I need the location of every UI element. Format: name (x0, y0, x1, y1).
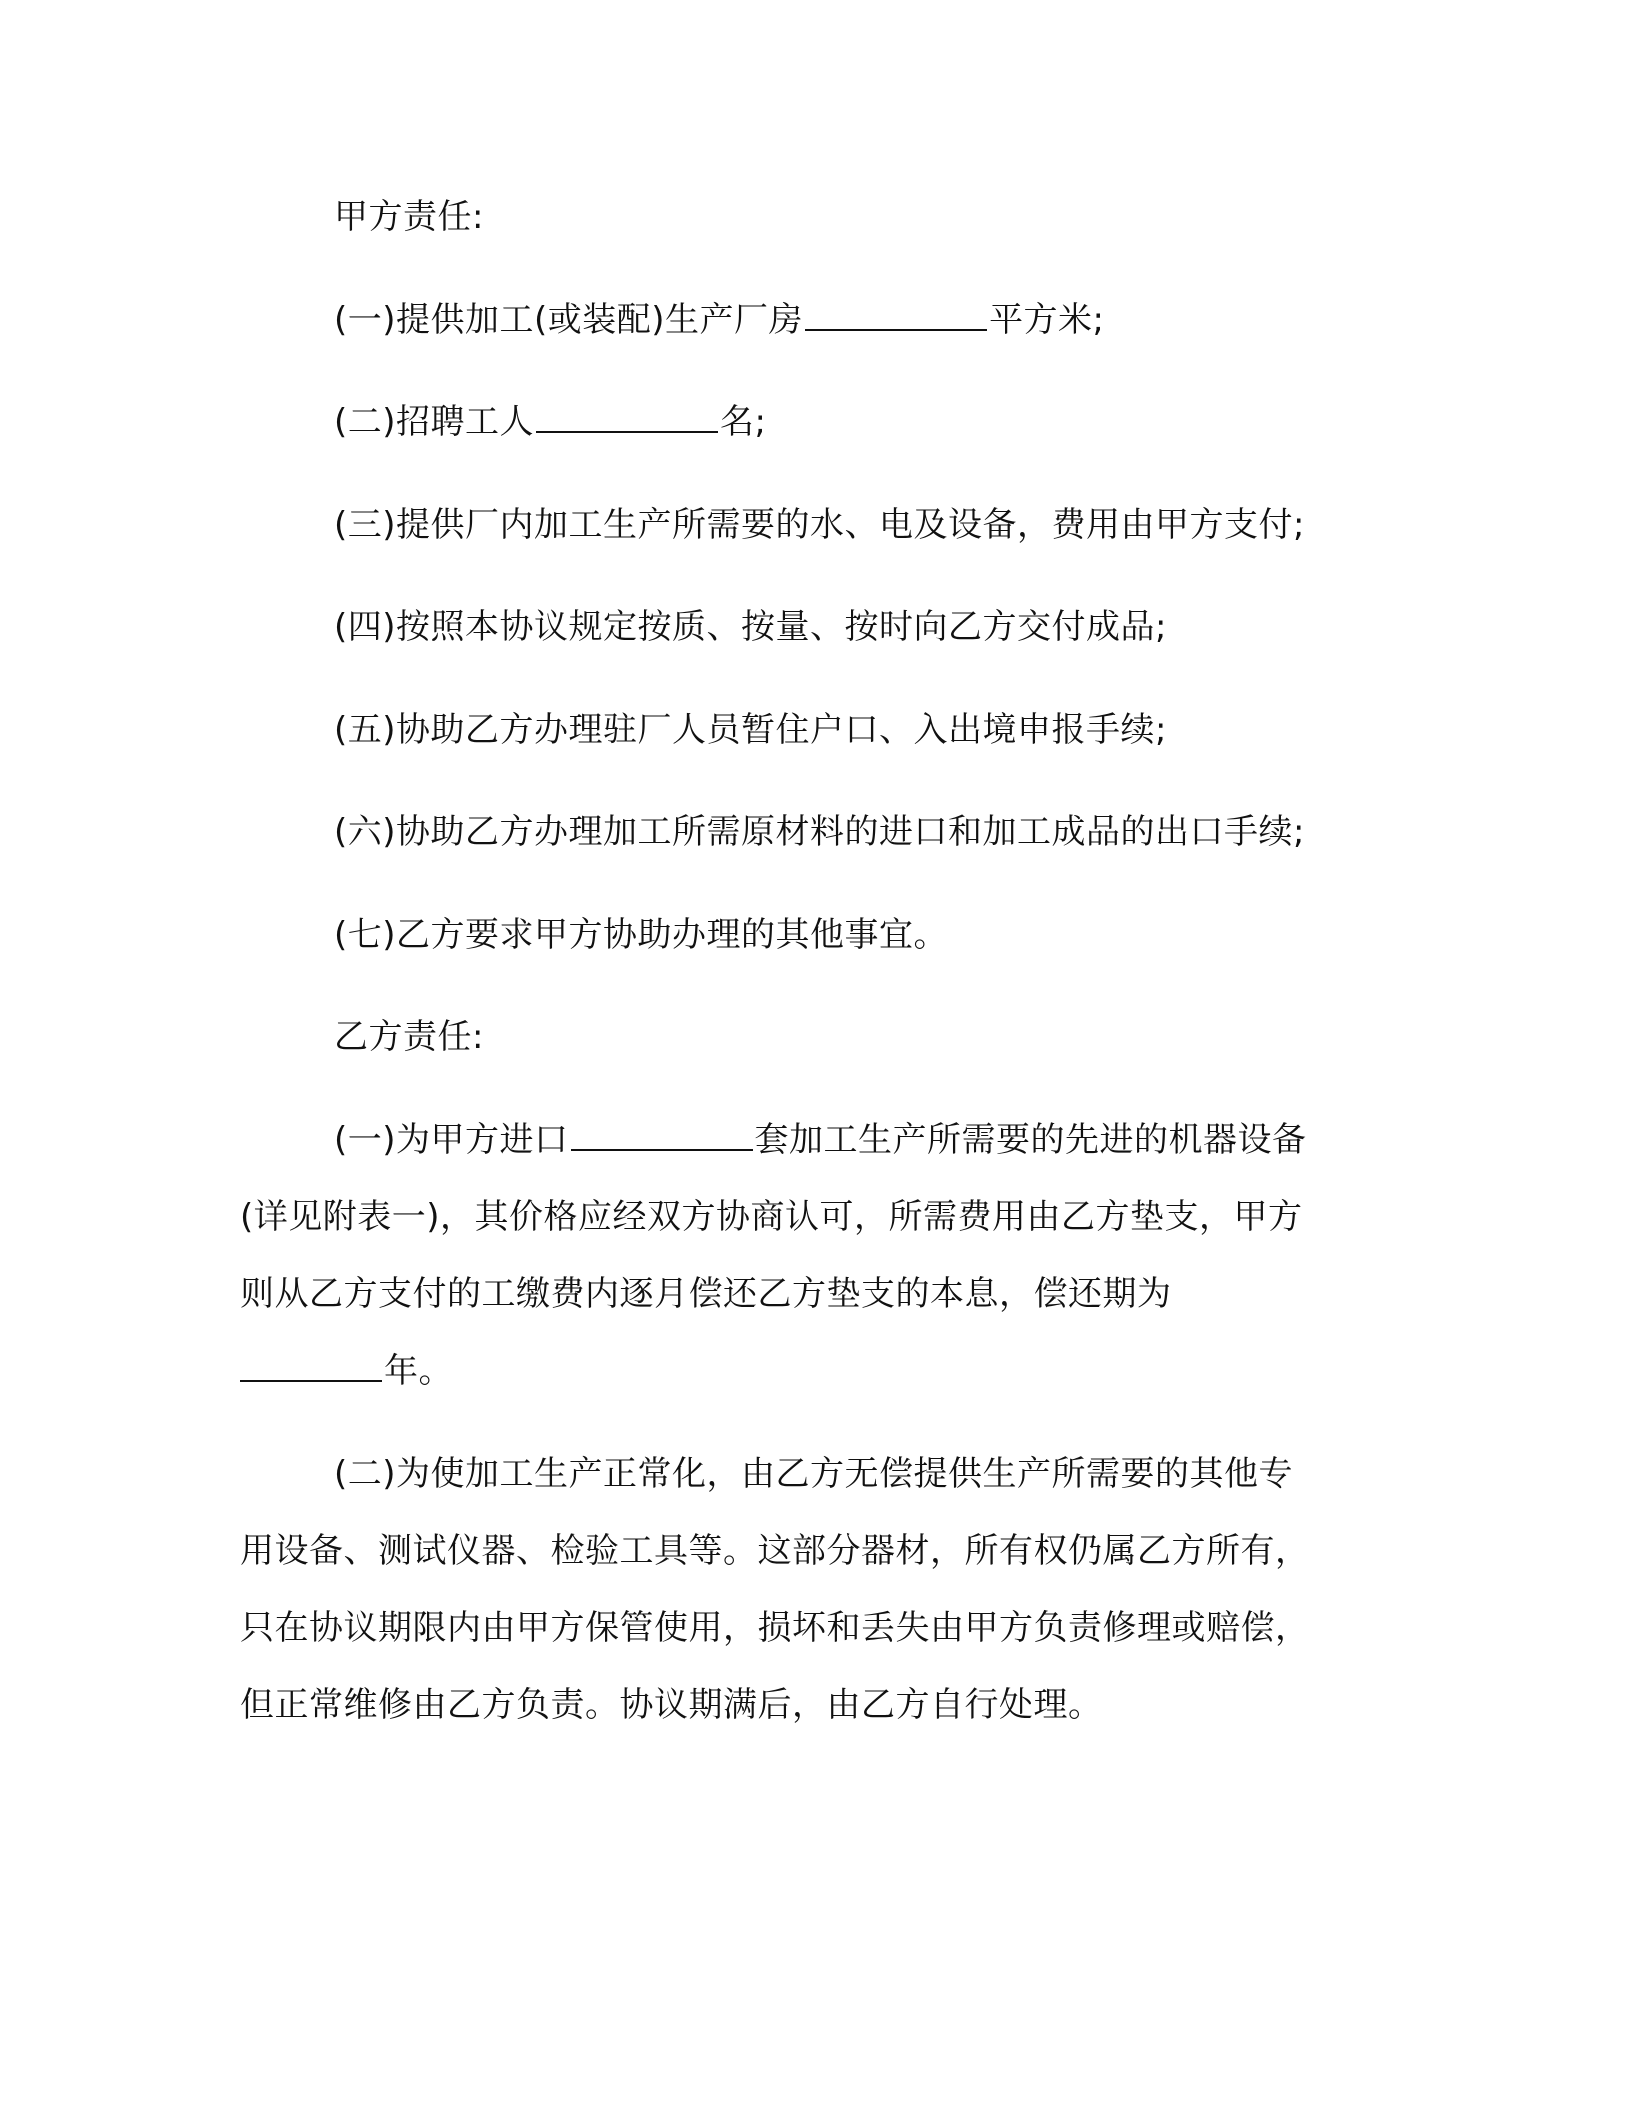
party-b-heading (334, 1015, 484, 1059)
party-b-item-2-line-2 (240, 1529, 1310, 1573)
party-a-item-6-text: (六)协助乙方办理加工所需原材料的进口和加工成品的出口手续; (334, 812, 1305, 852)
party-a-item-4 (334, 605, 1167, 649)
party-a-heading (334, 195, 484, 239)
party-b-item-1-line-1 (334, 1118, 1307, 1162)
party-a-item-2 (334, 400, 767, 444)
party-b-item-2-line-1 (334, 1452, 1293, 1496)
party-b-item-1-text-cont: 套加工生产所需要的先进的机器设备 (754, 1120, 1307, 1160)
party-a-item-6 (334, 810, 1305, 854)
fill-in-blank (571, 1119, 753, 1151)
party-b-item-2-line-2-text: 用设备、测试仪器、检验工具等。这部分器材，所有权仍属乙方所有， (240, 1531, 1310, 1571)
party-a-item-4-text: (四)按照本协议规定按质、按量、按时向乙方交付成品; (334, 607, 1167, 647)
party-b-item-1-line-4-text: 年。 (384, 1351, 453, 1391)
party-a-item-3-text: (三)提供厂内加工生产所需要的水、电及设备，费用由甲方支付; (334, 505, 1305, 545)
party-a-item-3 (334, 503, 1305, 547)
party-a-item-5-text: (五)协助乙方办理驻厂人员暂住户口、入出境申报手续; (334, 710, 1167, 750)
party-b-item-2-line-1-text: (二)为使加工生产正常化，由乙方无偿提供生产所需要的其他专 (334, 1454, 1294, 1494)
fill-in-blank (805, 299, 987, 331)
fill-in-blank (536, 401, 718, 433)
party-b-item-1-text: (一)为甲方进口 (334, 1120, 569, 1160)
party-a-item-2-unit: 名; (720, 402, 767, 442)
party-b-heading-text: 乙方责任: (334, 1017, 484, 1057)
party-b-item-1-line-4 (240, 1349, 453, 1393)
party-a-heading-text: 甲方责任: (334, 197, 484, 237)
party-a-item-7-text: (七)乙方要求甲方协助办理的其他事宜。 (334, 915, 949, 955)
party-b-item-1-line-3 (240, 1272, 1172, 1316)
fill-in-blank (240, 1350, 382, 1382)
party-a-item-1-unit: 平方米; (989, 300, 1105, 340)
party-a-item-5 (334, 708, 1167, 752)
party-b-item-2-line-4-text: 但正常维修由乙方负责。协议期满后，由乙方自行处理。 (240, 1685, 1103, 1725)
party-b-item-1-line-2 (240, 1195, 1303, 1239)
party-a-item-7 (334, 913, 948, 957)
party-a-item-1 (334, 298, 1105, 342)
party-a-item-2-text: (二)招聘工人 (334, 402, 535, 442)
party-a-item-1-text: (一)提供加工(或装配)生产厂房 (334, 300, 804, 340)
party-b-item-2-line-4 (240, 1683, 1103, 1727)
party-b-item-2-line-3-text: 只在协议期限内由甲方保管使用，损坏和丢失由甲方负责修理或赔偿， (240, 1608, 1310, 1648)
party-b-item-1-line-3-text: 则从乙方支付的工缴费内逐月偿还乙方垫支的本息，偿还期为 (240, 1274, 1172, 1314)
party-b-item-2-line-3 (240, 1606, 1310, 1650)
party-b-item-1-line-2-text: (详见附表一)，其价格应经双方协商认可，所需费用由乙方垫支，甲方 (240, 1197, 1303, 1237)
